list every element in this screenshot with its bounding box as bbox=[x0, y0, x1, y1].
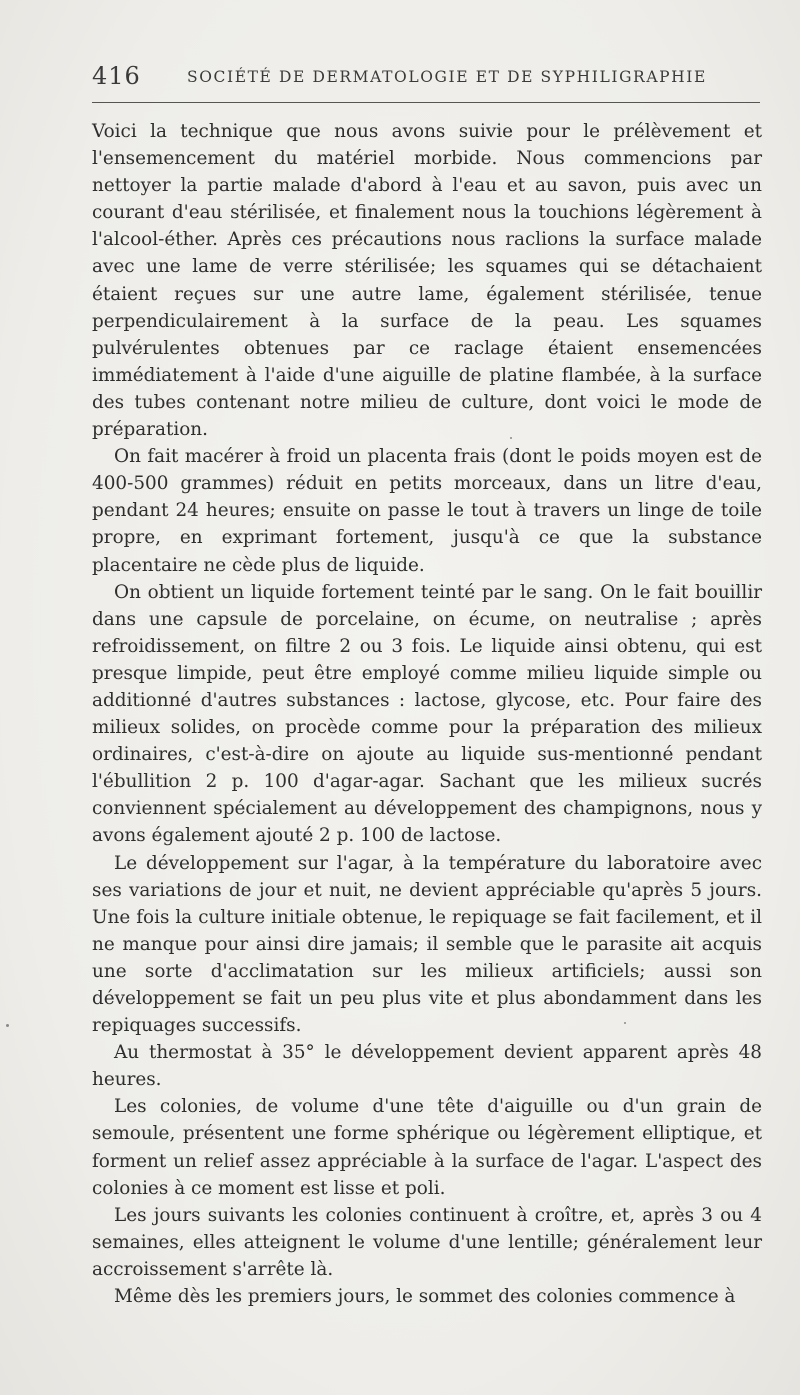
paragraph: Les jours suivants les colonies continuent à croître, et, après 3 ou 4 semaines, elles atteignent le volume d'une lentille; généralement leur accroissement s'arrête là. bbox=[92, 1204, 762, 1280]
paper-speck bbox=[510, 437, 512, 439]
paragraph: Même dès les premiers jours, le sommet des colonies commence à bbox=[114, 1286, 736, 1308]
header-rule bbox=[92, 102, 760, 103]
paragraph: Les colonies, de volume d'une tête d'aiguille ou d'un grain de semoule, présentent une forme sphérique ou légèrement elliptique, et forment un relief assez appréciable à la surface de l'agar. L'aspect des colonies à ce moment est lisse et poli. bbox=[92, 1096, 762, 1199]
paragraph: On obtient un liquide fortement teinté par le sang. On le fait bouillir dans une capsule de porcelaine, on écume, on neutralise ; après refroidissement, on filtre 2 ou 3 fois. Le liquide ainsi obtenu, qui est presque limpide, peut être employé comme milieu liquide simple ou additionné d'autres substances : lactose, glycose, etc. Pour faire des milieux solides, on procède comme pour la préparation des milieux ordinaires, c'est-à-dire on ajoute au liquide sus-mentionné pendant l'ébullition 2 p. 100 d'agar-agar. Sachant que les milieux sucrés conviennent spécialement au développement des champignons, nous y avons également ajouté 2 p. 100 de lactose. bbox=[92, 581, 762, 847]
paragraph: Le développement sur l'agar, à la température du laboratoire avec ses variations de jour et nuit, ne devient appréciable qu'après 5 jours. Une fois la culture initiale obtenue, le repiquage se fait facilement, et il ne manque pour ainsi dire jamais; il semble que le parasite ait acquis une sorte d'acclimatation sur les milieux artificiels; aussi son développement se fait un peu plus vite et plus abondamment dans les repiquages successifs. bbox=[92, 852, 762, 1037]
paper-speck bbox=[6, 1024, 9, 1027]
paragraph: Au thermostat à 35° le développement devient apparent après 48 heures. bbox=[92, 1042, 762, 1091]
paper-speck bbox=[624, 1022, 626, 1024]
paragraph: Voici la technique que nous avons suivie pour le prélèvement et l'ensemencement du matériel morbide. Nous commencions par nettoyer la partie malade d'abord à l'eau et au savon, puis avec un courant d'eau stérilisée, et finalement nous la touchions légèrement à l'alcool-éther. Après ces précautions nous raclions la surface malade avec une lame de verre stérilisée; les squames qui se détachaient étaient reçues sur une autre lame, également stérilisée, tenue perpendiculairement à la surface de la peau. Les squames pulvérulentes obtenues par ce raclage étaient ensemencées immédiatement à l'aide d'une aiguille de platine flambée, à la surface des tubes contenant notre milieu de culture, dont voici le mode de préparation. bbox=[92, 121, 762, 441]
page-number: 416 bbox=[92, 62, 141, 90]
page-header bbox=[92, 62, 760, 92]
running-head: SOCIÉTÉ DE DERMATOLOGIE ET DE SYPHILIGRAPHIE bbox=[187, 68, 707, 86]
body-text bbox=[92, 118, 762, 1310]
paragraph: On fait macérer à froid un placenta frais (dont le poids moyen est de 400-500 grammes) réduit en petits morceaux, dans un litre d'eau, pendant 24 heures; ensuite on passe le tout à travers un linge de toile propre, en exprimant fortement, jusqu'à ce que la substance placentaire ne cède plus de liquide. bbox=[92, 446, 762, 576]
